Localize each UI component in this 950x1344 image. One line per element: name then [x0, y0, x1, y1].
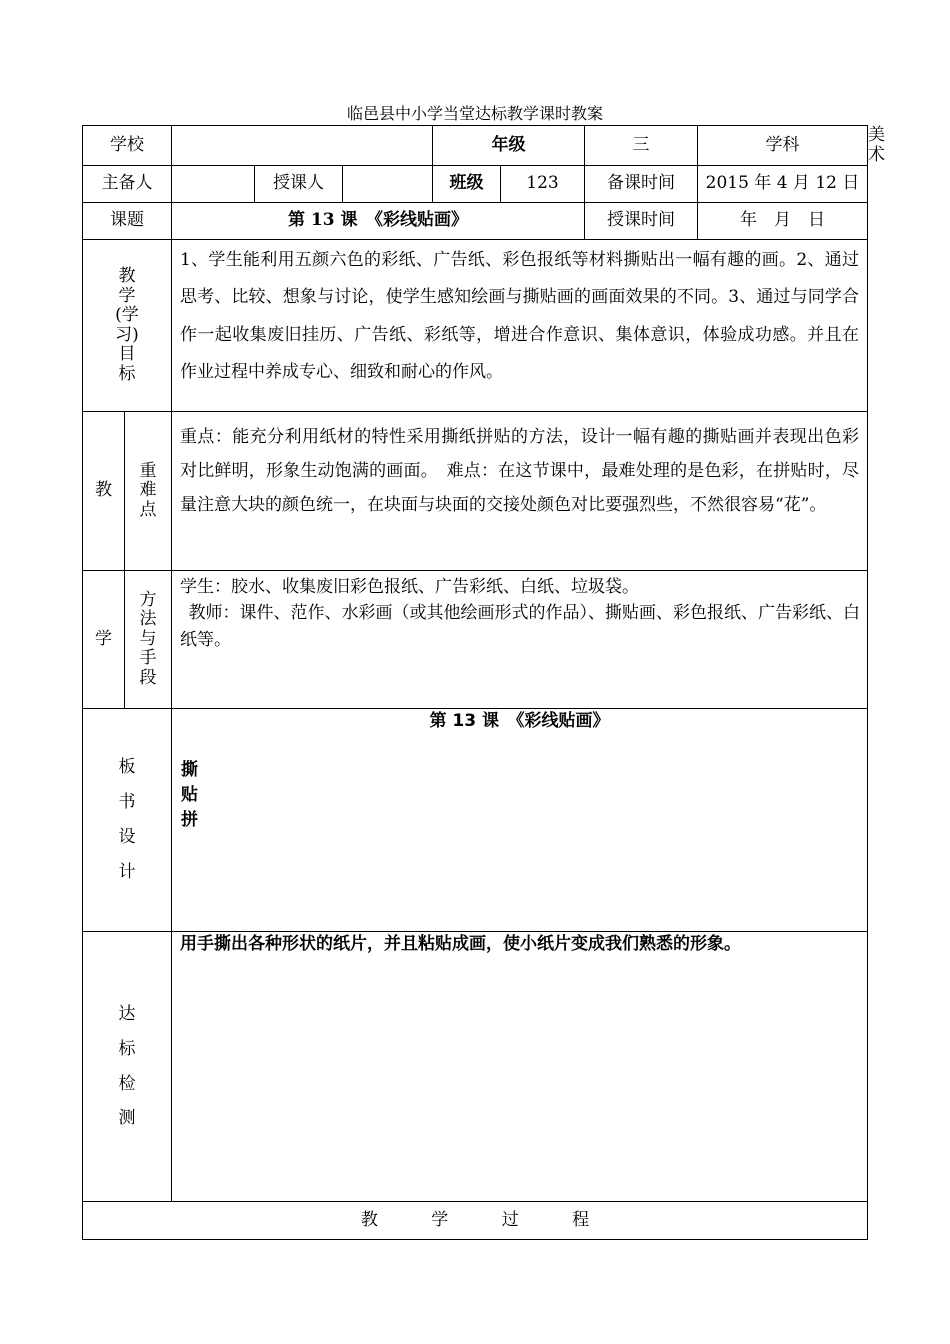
board-items: [181, 758, 867, 833]
teacher-label: 授课人: [255, 166, 343, 203]
row-board: [83, 709, 868, 932]
methods-student: 学生：胶水、收集废旧彩色报纸、广告彩纸、白纸、垃圾袋。: [180, 577, 639, 598]
objectives-label-char: 标: [118, 363, 136, 384]
check-label-char: 标: [118, 1038, 136, 1059]
objectives-label-char: (学: [115, 305, 139, 326]
methods-label-char: 与: [139, 628, 157, 649]
board-item: 撕: [181, 759, 198, 780]
row-topic: [83, 203, 868, 240]
prep-time-value: 2015 年 4 月 12 日: [698, 166, 868, 203]
prep-time-label: 备课时间: [585, 166, 698, 203]
board-label-char: 计: [118, 861, 136, 882]
check-text: 用手撕出各种形状的纸片，并且粘贴成画，使小纸片变成我们熟悉的形象。: [180, 934, 741, 955]
key-points-label-char: 重: [139, 460, 157, 481]
grade-value: 三: [585, 126, 698, 166]
row-process: [83, 1202, 868, 1240]
board-item: 贴: [181, 784, 198, 805]
methods-label-char: 方: [139, 589, 157, 610]
process-char: 学: [431, 1209, 449, 1230]
process-char: 教: [360, 1209, 378, 1230]
teaching-process-heading: [83, 1202, 868, 1240]
objectives-label-char: 目: [118, 344, 136, 365]
key-points-label-char: 难: [139, 480, 157, 501]
objectives-text: 1、学生能利用五颜六色的彩纸、广告纸、彩色报纸等材料撕贴出一幅有趣的画。2、通过思考、比较、想象与讨论，使学生感知绘画与撕贴画的画面效果的不同。3、通过与同学合作一起收集废旧挂历、广告纸、彩纸等，增进合作意识、集体意识，体验成功感。并且在作业过程中养成专心、细致和耐心的作风。: [172, 240, 868, 412]
row-school: 学校 年级 三 学科 美术: [83, 126, 868, 166]
board-content: [172, 709, 868, 932]
topic-label: 课题: [83, 203, 172, 240]
board-label-char: 设: [118, 827, 136, 848]
board-title: 第 13 课 《彩线贴画》: [429, 711, 610, 732]
topic-value: 第 13 课 《彩线贴画》: [172, 203, 585, 240]
methods-teacher: 教师：课件、范作、水彩画（或其他绘画形式的作品）、撕贴画、彩色报纸、广告彩纸、白纸等。: [180, 603, 860, 650]
check-content: [172, 932, 868, 1202]
teaching-label-top: 教: [83, 412, 125, 571]
board-label: [83, 709, 172, 932]
grade-label: 年级: [433, 126, 585, 166]
teacher-value: [343, 166, 433, 203]
check-label-char: 达: [118, 1003, 136, 1024]
main-preparer-value: [172, 166, 255, 203]
teaching-label-bottom: 学: [83, 571, 125, 709]
objectives-label-char: 习): [115, 324, 139, 345]
board-label-char: 书: [118, 792, 136, 813]
key-points-label: [125, 412, 172, 571]
key-points-text: 重点：能充分利用纸材的特性采用撕纸拼贴的方法，设计一幅有趣的撕贴画并表现出色彩对比鲜明，形象生动饱满的画面。 难点：在这节课中，最难处理的是色彩，在拼贴时，尽量注意大块的颜色统一，在块面与块面的交接处颜色对比要强烈些，不然很容易“花”。: [172, 412, 868, 571]
school-label: 学校: [83, 126, 172, 166]
row-methods: [83, 571, 868, 709]
row-check: [83, 932, 868, 1202]
lesson-plan-table: [82, 125, 886, 1240]
board-item: 拼: [181, 809, 198, 830]
row-preparer: [83, 166, 868, 203]
row-objectives: [83, 240, 868, 412]
process-char: 程: [572, 1209, 590, 1230]
school-value: [172, 126, 433, 166]
process-char: 过: [501, 1209, 519, 1230]
objectives-label: [83, 240, 172, 412]
main-preparer-label: 主备人: [83, 166, 172, 203]
key-points-label-char: 点: [139, 499, 157, 520]
check-label: [83, 932, 172, 1202]
methods-label-char: 段: [139, 667, 157, 688]
document-title: 临邑县中小学当堂达标教学课时教案: [346, 104, 603, 123]
board-label-char: 板: [118, 757, 136, 778]
objectives-label-char: 教: [118, 265, 136, 286]
class-value: 123: [501, 166, 585, 203]
check-label-char: 检: [118, 1073, 136, 1094]
class-time-value: 年 月 日: [698, 203, 868, 240]
methods-label: [125, 571, 172, 709]
check-label-char: 测: [118, 1108, 136, 1129]
methods-text: [172, 571, 868, 709]
subject-label: 学科: [698, 126, 868, 166]
class-label: 班级: [433, 166, 501, 203]
objectives-label-char: 学: [118, 285, 136, 306]
methods-label-char: 法: [139, 609, 157, 630]
class-time-label: 授课时间: [585, 203, 698, 240]
row-key-points: [83, 412, 868, 571]
methods-label-char: 手: [139, 648, 157, 669]
